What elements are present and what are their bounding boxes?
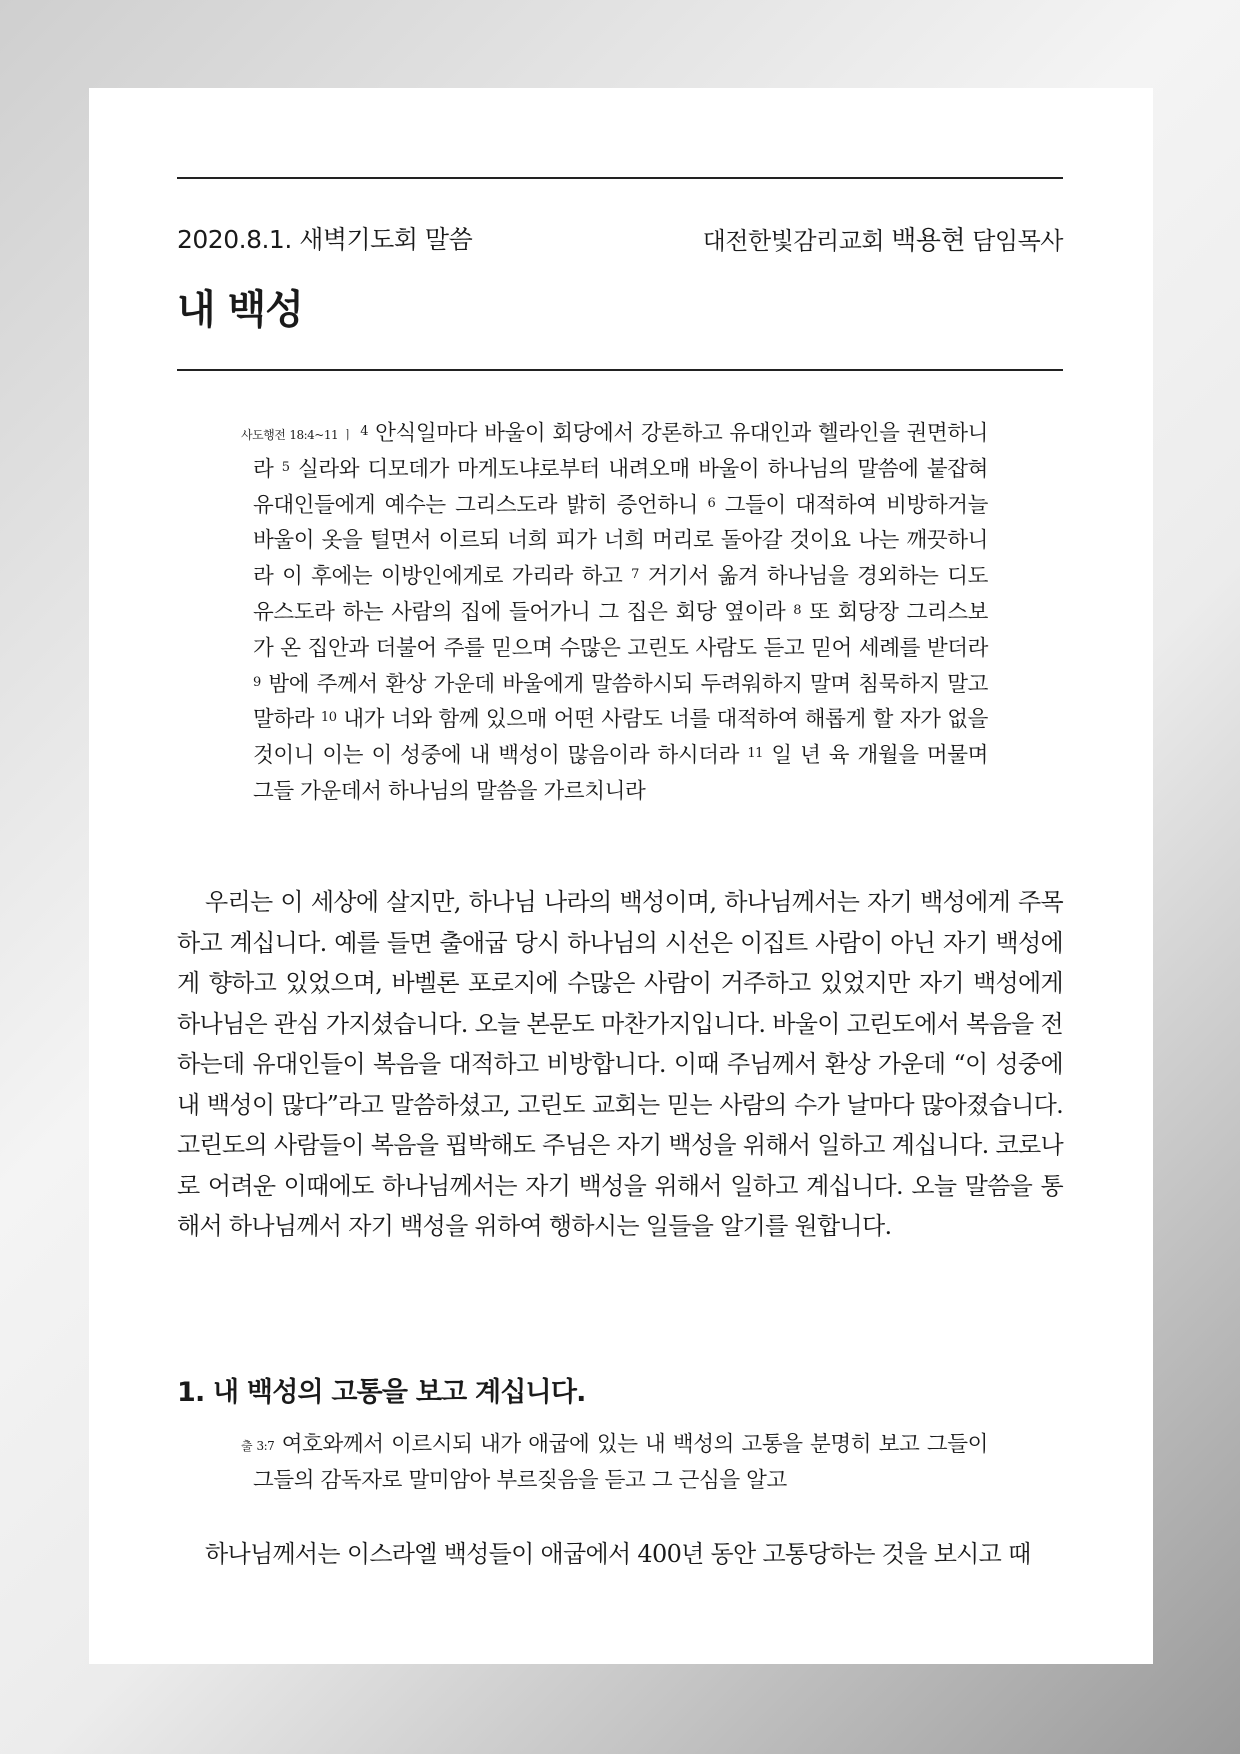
verse-text: 거기서 옮겨 하나님을 경외하는 디도 유스도라 하는 사람의 집에 들어가니 그 집은 회당 옆이라	[253, 564, 988, 625]
verse-number: 7	[631, 567, 639, 583]
verse-number: 6	[707, 495, 716, 511]
verse-text: 일 년 육 개월을 머물며 그들 가운데서 하나님의 말씀을 가르치니라	[253, 743, 988, 804]
verse-text: 또 회당장 그리스보가 온 집안과 더불어 주를 믿으며 수많은 고린도 사람도 듣고 믿어 세례를 받더라	[253, 599, 988, 661]
section-paragraph: 하나님께서는 이스라엘 백성들이 애굽에서 400년 동안 고통당하는 것을 보시고 때	[205, 1540, 1031, 1568]
verse-number: 10	[320, 710, 337, 726]
scripture-passage	[241, 416, 988, 810]
verse-text: 내가 너와 함께 있으매 어떤 사람도 너를 대적하여 해롭게 할 자가 없을 것이니 이는 이 성중에 내 백성이 많음이라 하시더라	[253, 707, 989, 769]
verse-number: 5	[281, 459, 290, 475]
pastor-name: 백용현	[891, 226, 966, 256]
document-page	[89, 88, 1153, 1664]
sermon-date: 2020.8.1.	[177, 225, 292, 254]
verse-text: 안식일마다 바울이 회당에서 강론하고 유대인과 헬라인을 권면하니라	[253, 421, 988, 482]
verse-number: 4	[360, 424, 369, 439]
author-line	[703, 220, 1063, 257]
church-name: 대전한빛감리교회	[702, 227, 885, 255]
sermon-date-line	[177, 220, 472, 256]
verse-text: 밤에 주께서 환상 가운데 바울에게 말씀하시되 두려워하지 말며 침묵하지 말고 말하라	[253, 671, 988, 733]
section-scripture	[241, 1427, 988, 1499]
scripture-reference: 사도행전 18:4~11 ㅣ	[241, 428, 354, 442]
verse-number: 9	[253, 674, 261, 690]
verse-number: 8	[793, 602, 802, 618]
verse-number: 11	[747, 746, 764, 762]
section-heading: 1. 내 백성의 고통을 보고 계십니다.	[177, 1377, 586, 1408]
header-top-rule	[177, 177, 1063, 179]
pastor-title: 담임목사	[972, 227, 1063, 255]
section-scripture-text: 여호와께서 이르시되 내가 애굽에 있는 내 백성의 고통을 분명히 보고 그들이 그들의 감독자로 말미암아 부르짖음을 듣고 그 근심을 알고	[253, 1432, 988, 1493]
sermon-title: 내 백성	[177, 287, 303, 333]
header-bottom-rule	[177, 369, 1063, 371]
intro-paragraph: 우리는 이 세상에 살지만, 하나님 나라의 백성이며, 하나님께서는 자기 백성에게 주목하고 계십니다. 예를 들면 출애굽 당시 하나님의 시선은 이집트 사람이 아닌 자기 백성에게 향하고 있었으며, 바벨론 포로지에 수많은 사람이 거주하고 있었지만 자기 백성에게 하나님은 관심 가지셨습니다. 오늘 본문도 마찬가지입니다. 바울이 고린도에서 복음을 전하는데 유대인들이 복음을 대적하고 비방합니다. 이때 주님께서 환상 가운데 “이 성중에 내 백성이 많다”라고 말씀하셨고, 고린도 교회는 믿는 사람의 수가 날마다 많아졌습니다. 고린도의 사람들이 복음을 핍박해도 주님은 자기 백성을 위해서 일하고 계십니다. 코로나로 어려운 이때에도 하나님께서는 자기 백성을 위해서 일하고 계십니다. 오늘 말씀을 통해서 하나님께서 자기 백성을 위하여 행하시는 일들을 알기를 원합니다.	[177, 888, 1063, 1240]
verse-text: 그들이 대적하여 비방하거늘 바울이 옷을 털면서 이르되 너희 피가 너희 머리로 돌아갈 것이요 나는 깨끗하니라 이 후에는 이방인에게로 가리라 하고	[253, 492, 988, 590]
verse-text: 실라와 디모데가 마게도냐로부터 내려오매 바울이 하나님의 말씀에 붙잡혀 유대인들에게 예수는 그리스도라 밝히 증언하니	[253, 456, 988, 518]
section-scripture-reference: 출 3:7	[241, 1439, 275, 1453]
service-name: 새벽기도회 말씀	[299, 225, 473, 254]
